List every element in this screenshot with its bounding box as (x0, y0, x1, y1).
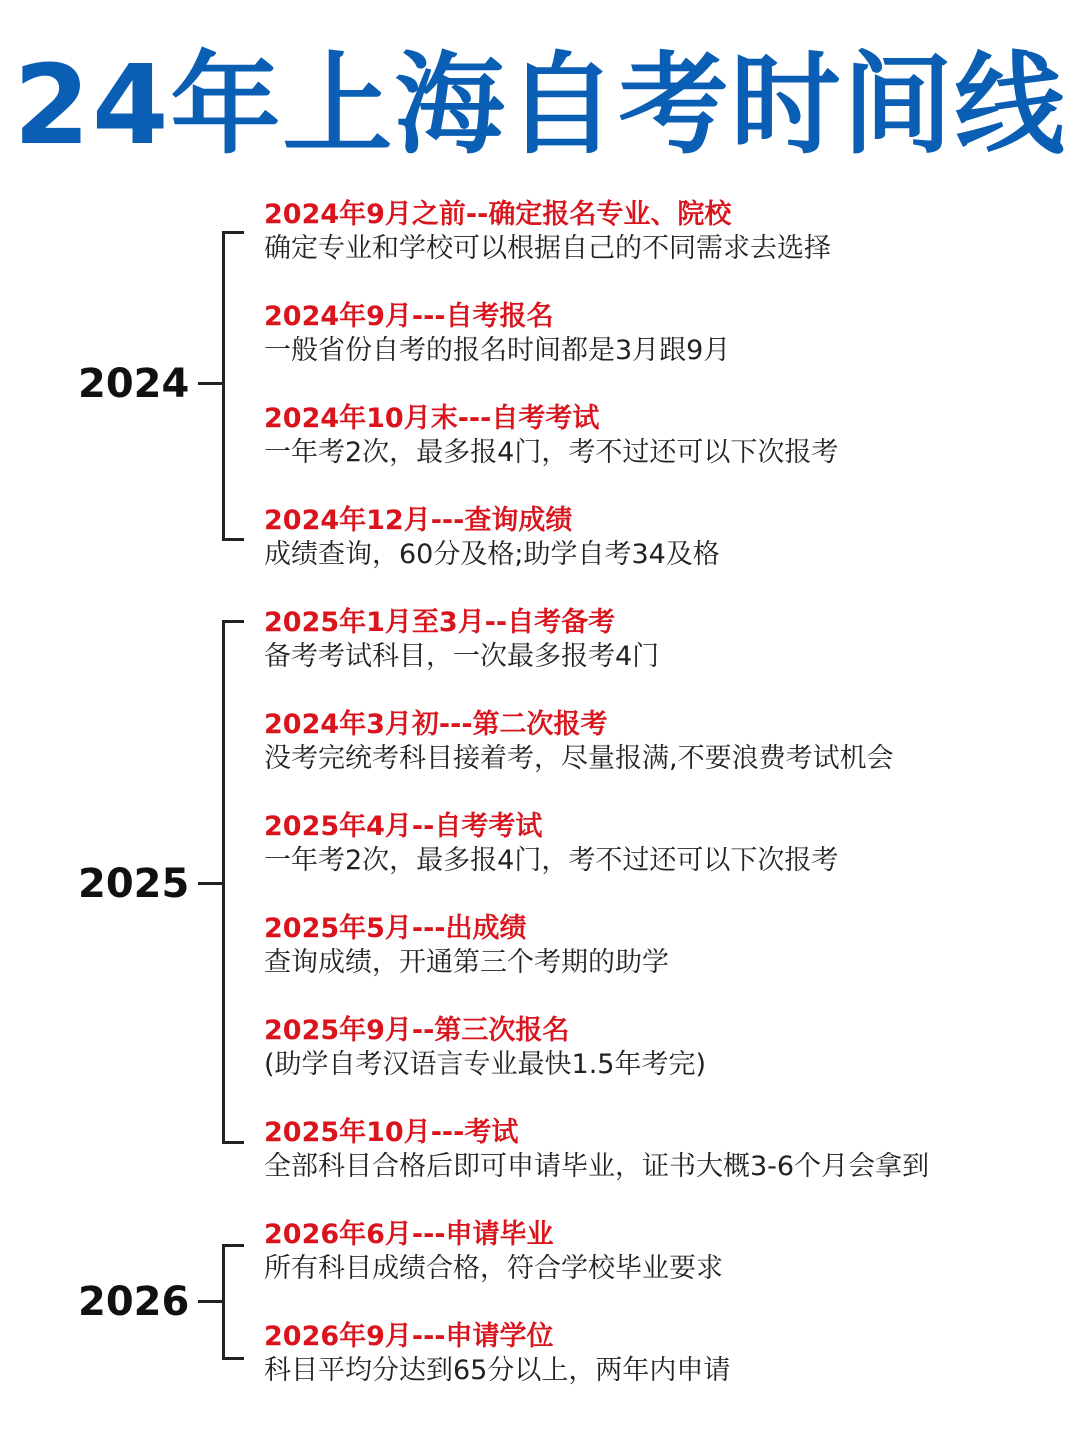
timeline-entry (264, 504, 1064, 572)
entry-description: 一般省份自考的报名时间都是3月跟9月 (264, 335, 731, 366)
entry-description: 查询成绩，开通第三个考期的助学 (264, 947, 669, 978)
timeline-entry (264, 402, 1064, 470)
year-connector (198, 882, 222, 885)
entry-heading: 2024年10月末---自考考试 (264, 403, 600, 434)
year-label: 2024 (78, 361, 190, 407)
entry-description: 确定专业和学校可以根据自己的不同需求去选择 (264, 233, 831, 264)
entry-description: 一年考2次，最多报4门，考不过还可以下次报考 (264, 437, 839, 468)
entry-description: (助学自考汉语言专业最快1.5年考完) (264, 1049, 707, 1080)
entry-description: 没考完统考科目接着考，尽量报满,不要浪费考试机会 (264, 743, 894, 774)
entry-heading: 2024年3月初---第二次报考 (264, 709, 608, 740)
entry-description: 全部科目合格后即可申请毕业，证书大概3-6个月会拿到 (264, 1151, 930, 1182)
entry-heading: 2024年9月之前--确定报名专业、院校 (264, 199, 732, 230)
entry-heading: 2026年6月---申请毕业 (264, 1219, 554, 1250)
entry-description: 一年考2次，最多报4门，考不过还可以下次报考 (264, 845, 839, 876)
timeline-entry (264, 198, 1064, 266)
timeline-entry (264, 1218, 1064, 1286)
year-label: 2025 (78, 861, 190, 907)
entry-heading: 2025年4月--自考考试 (264, 811, 543, 842)
timeline-entry (264, 810, 1064, 878)
entry-heading: 2026年9月---申请学位 (264, 1321, 554, 1352)
entry-heading: 2025年1月至3月--自考备考 (264, 607, 616, 638)
year-label: 2026 (78, 1279, 190, 1325)
timeline-entry (264, 708, 1064, 776)
entry-heading: 2024年12月---查询成绩 (264, 505, 573, 536)
timeline-entry (264, 912, 1064, 980)
entry-description: 所有科目成绩合格，符合学校毕业要求 (264, 1253, 723, 1284)
timeline-bracket (222, 231, 244, 541)
timeline-entry (264, 1014, 1064, 1082)
entry-description: 备考考试科目，一次最多报考4门 (264, 641, 660, 672)
year-connector (198, 382, 222, 385)
timeline-entry (264, 606, 1064, 674)
timeline-entry (264, 1320, 1064, 1388)
timeline-bracket (222, 1244, 244, 1360)
timeline-entry (264, 300, 1064, 368)
page-title: 24年上海自考时间线 (13, 41, 1067, 169)
entry-description: 科目平均分达到65分以上，两年内申请 (264, 1355, 731, 1386)
entry-description: 成绩查询，60分及格;助学自考34及格 (264, 539, 720, 570)
year-connector (198, 1300, 222, 1303)
entry-heading: 2025年9月--第三次报名 (264, 1015, 570, 1046)
entry-heading: 2024年9月---自考报名 (264, 301, 554, 332)
entry-heading: 2025年5月---出成绩 (264, 913, 527, 944)
timeline-entry (264, 1116, 1064, 1184)
timeline-bracket (222, 620, 244, 1144)
entry-heading: 2025年10月---考试 (264, 1117, 519, 1148)
